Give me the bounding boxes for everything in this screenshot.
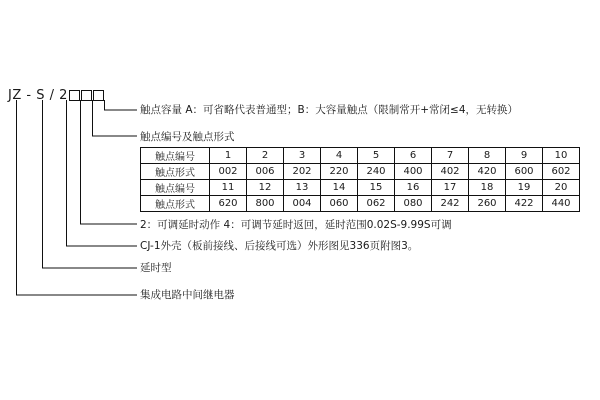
table-cell: 800 xyxy=(247,196,284,212)
row-header: 触点编号 xyxy=(141,148,210,164)
note-timing-mode: 2：可调延时动作 4：可调节延时返回，延时范围0.02S-9.99S可调 xyxy=(140,219,452,231)
row-header: 触点编号 xyxy=(141,180,210,196)
table-cell: 11 xyxy=(210,180,247,196)
table-cell: 20 xyxy=(543,180,580,196)
table-cell: 9 xyxy=(506,148,543,164)
table-cell: 202 xyxy=(284,164,321,180)
model-code-box-3 xyxy=(93,90,104,101)
table-cell: 060 xyxy=(321,196,358,212)
table-cell: 080 xyxy=(395,196,432,212)
table-cell: 13 xyxy=(284,180,321,196)
table-cell: 602 xyxy=(543,164,580,180)
table-cell: 17 xyxy=(432,180,469,196)
table-cell: 12 xyxy=(247,180,284,196)
table-row xyxy=(141,148,580,164)
note-contact-numbering: 触点编号及触点形式 xyxy=(140,131,235,143)
note-ic-relay: 集成电路中间继电器 xyxy=(140,289,235,301)
table-cell: 002 xyxy=(210,164,247,180)
row-header: 触点形式 xyxy=(141,164,210,180)
note-case-type: CJ-1外壳（板前接线、后接线可选）外形图见336页附图3。 xyxy=(140,240,419,252)
table-cell: 006 xyxy=(247,164,284,180)
table-row xyxy=(141,196,580,212)
table-cell: 14 xyxy=(321,180,358,196)
model-code xyxy=(8,88,104,103)
note-delay-type: 延时型 xyxy=(140,262,172,274)
table-cell: 15 xyxy=(358,180,395,196)
table-cell: 420 xyxy=(469,164,506,180)
table-cell: 8 xyxy=(469,148,506,164)
table-cell: 1 xyxy=(210,148,247,164)
table-cell: 10 xyxy=(543,148,580,164)
table-cell: 3 xyxy=(284,148,321,164)
table-cell: 18 xyxy=(469,180,506,196)
table-cell: 19 xyxy=(506,180,543,196)
table-cell: 062 xyxy=(358,196,395,212)
table-row xyxy=(141,164,580,180)
table-cell: 004 xyxy=(284,196,321,212)
row-header: 触点形式 xyxy=(141,196,210,212)
model-code-box-2 xyxy=(81,90,92,101)
table-cell: 242 xyxy=(432,196,469,212)
table-cell: 440 xyxy=(543,196,580,212)
table-cell: 2 xyxy=(247,148,284,164)
note-contact-capacity: 触点容量 A：可省略代表普通型；B：大容量触点（限制常开+常闭≤4，无转换） xyxy=(140,104,518,116)
table-cell: 220 xyxy=(321,164,358,180)
table-row xyxy=(141,180,580,196)
model-code-box-1 xyxy=(69,90,80,101)
table-cell: 7 xyxy=(432,148,469,164)
table-cell: 240 xyxy=(358,164,395,180)
table-cell: 600 xyxy=(506,164,543,180)
model-code-prefix: JZ - S / 2 xyxy=(8,88,68,103)
contact-form-table xyxy=(140,147,580,212)
table-cell: 260 xyxy=(469,196,506,212)
table-cell: 4 xyxy=(321,148,358,164)
table-cell: 422 xyxy=(506,196,543,212)
table-cell: 402 xyxy=(432,164,469,180)
table-cell: 400 xyxy=(395,164,432,180)
table-cell: 5 xyxy=(358,148,395,164)
table-cell: 620 xyxy=(210,196,247,212)
table-cell: 6 xyxy=(395,148,432,164)
table-cell: 16 xyxy=(395,180,432,196)
